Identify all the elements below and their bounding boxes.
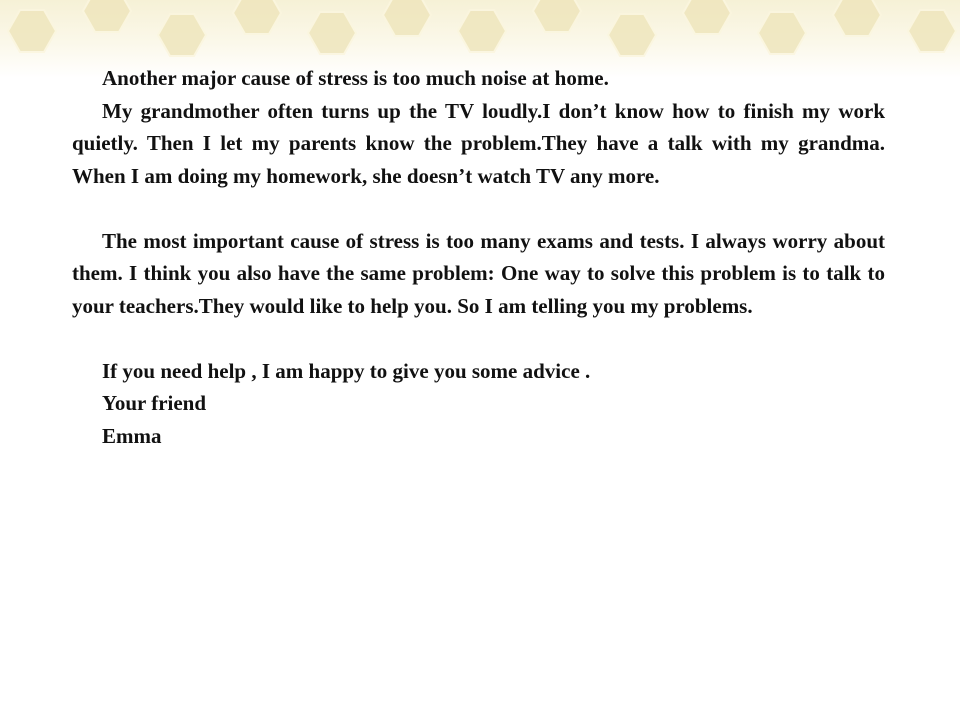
paragraph-grandmother: My grandmother often turns up the TV loudly.I don’t know how to finish my work quietly. Then I let my parents know the problem.They have a talk with my grandma. When I am doing my homework, she doesn’t watch TV any more. bbox=[72, 98, 885, 188]
paragraph-exams-cause: The most important cause of stress is too many exams and tests. I always worry about them. I think you also have the same problem: One way to solve this problem is to talk to your teachers.They would like to help you. So I am telling you my problems. bbox=[72, 228, 885, 318]
paragraph-spacer bbox=[72, 192, 885, 225]
paragraph-help-offer: If you need help , I am happy to give you some advice . bbox=[102, 358, 591, 383]
letter-body bbox=[72, 62, 885, 452]
letter-closing: Your friend bbox=[102, 391, 207, 415]
paragraph-noise-cause: Another major cause of stress is too much noise at home. bbox=[102, 66, 609, 90]
letter-signature: Emma bbox=[102, 423, 162, 448]
paragraph-spacer bbox=[72, 322, 885, 355]
